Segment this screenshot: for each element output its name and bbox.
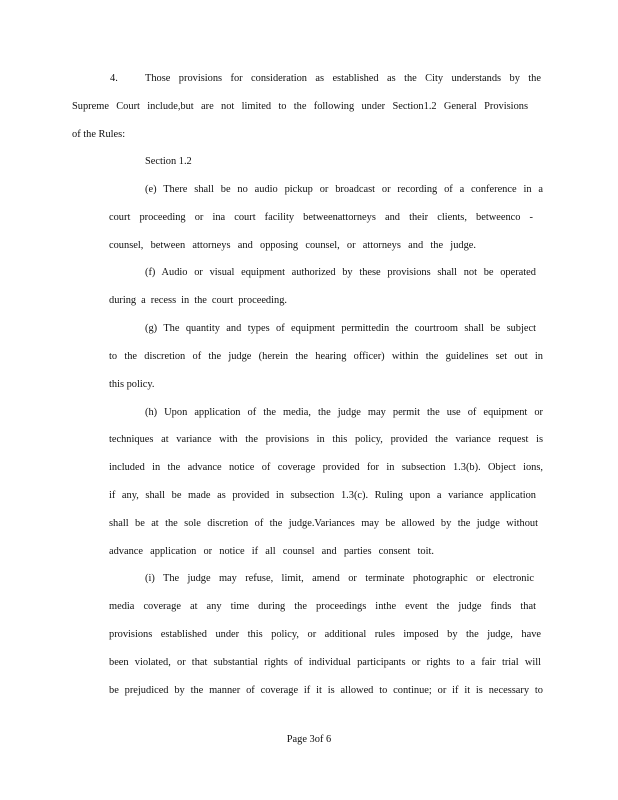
subsection-f-line-2: during a recess in the court proceeding. (109, 295, 287, 306)
subsection-h-line-2: techniques at variance with the provisions in this policy, provided the variance request is (109, 434, 543, 445)
paragraph-4-line-3: of the Rules: (72, 129, 126, 140)
section-heading: Section 1.2 (145, 156, 192, 167)
paragraph-number: 4. (110, 73, 118, 84)
subsection-i-line-4: been violated, or that substantial rights of individual participants or rights to a fair trial will (109, 657, 541, 668)
subsection-g-line-2: to the discretion of the judge (herein the hearing officer) within the guidelines set out in (109, 351, 543, 362)
subsection-i-line-1: (i) The judge may refuse, limit, amend or terminate photographic or electronic (145, 573, 534, 584)
subsection-i-line-3: provisions established under this policy, or additional rules imposed by the judge, have (109, 629, 541, 640)
subsection-e-line-3: counsel, between attorneys and opposing counsel, or attorneys and the judge. (109, 240, 476, 251)
subsection-e-line-1: (e) There shall be no audio pickup or broadcast or recording of a conference in a (145, 184, 543, 195)
page-number-footer: Page 3of 6 (286, 734, 332, 745)
subsection-h-line-5: shall be at the sole discretion of the judge.Variances may be allowed by the judge without (109, 518, 538, 529)
subsection-g-line-3: this policy. (109, 379, 155, 390)
subsection-f-line-1: (f) Audio or visual equipment authorized by these provisions shall not be operated (145, 267, 536, 278)
paragraph-4-line-1: Those provisions for consideration as established as the City understands by the (145, 73, 541, 84)
subsection-h-line-6: advance application or notice if all counsel and parties consent toit. (109, 546, 434, 557)
subsection-i-line-5: be prejudiced by the manner of coverage if it is allowed to continue; or if it is necessary to (109, 685, 543, 696)
paragraph-4-line-2: Supreme Court include,but are not limited to the following under Section1.2 General Provisions (72, 101, 528, 112)
subsection-e-line-2: court proceeding or ina court facility betweenattorneys and their clients, betweenco - (109, 212, 533, 223)
subsection-h-line-1: (h) Upon application of the media, the judge may permit the use of equipment or (145, 407, 543, 418)
subsection-i-line-2: media coverage at any time during the proceedings inthe event the judge finds that (109, 601, 536, 612)
subsection-h-line-3: included in the advance notice of coverage provided for in subsection 1.3(b). Object ions, (109, 462, 543, 473)
subsection-h-line-4: if any, shall be made as provided in subsection 1.3(c). Ruling upon a variance application (109, 490, 536, 501)
subsection-g-line-1: (g) The quantity and types of equipment permittedin the courtroom shall be subject (145, 323, 536, 334)
